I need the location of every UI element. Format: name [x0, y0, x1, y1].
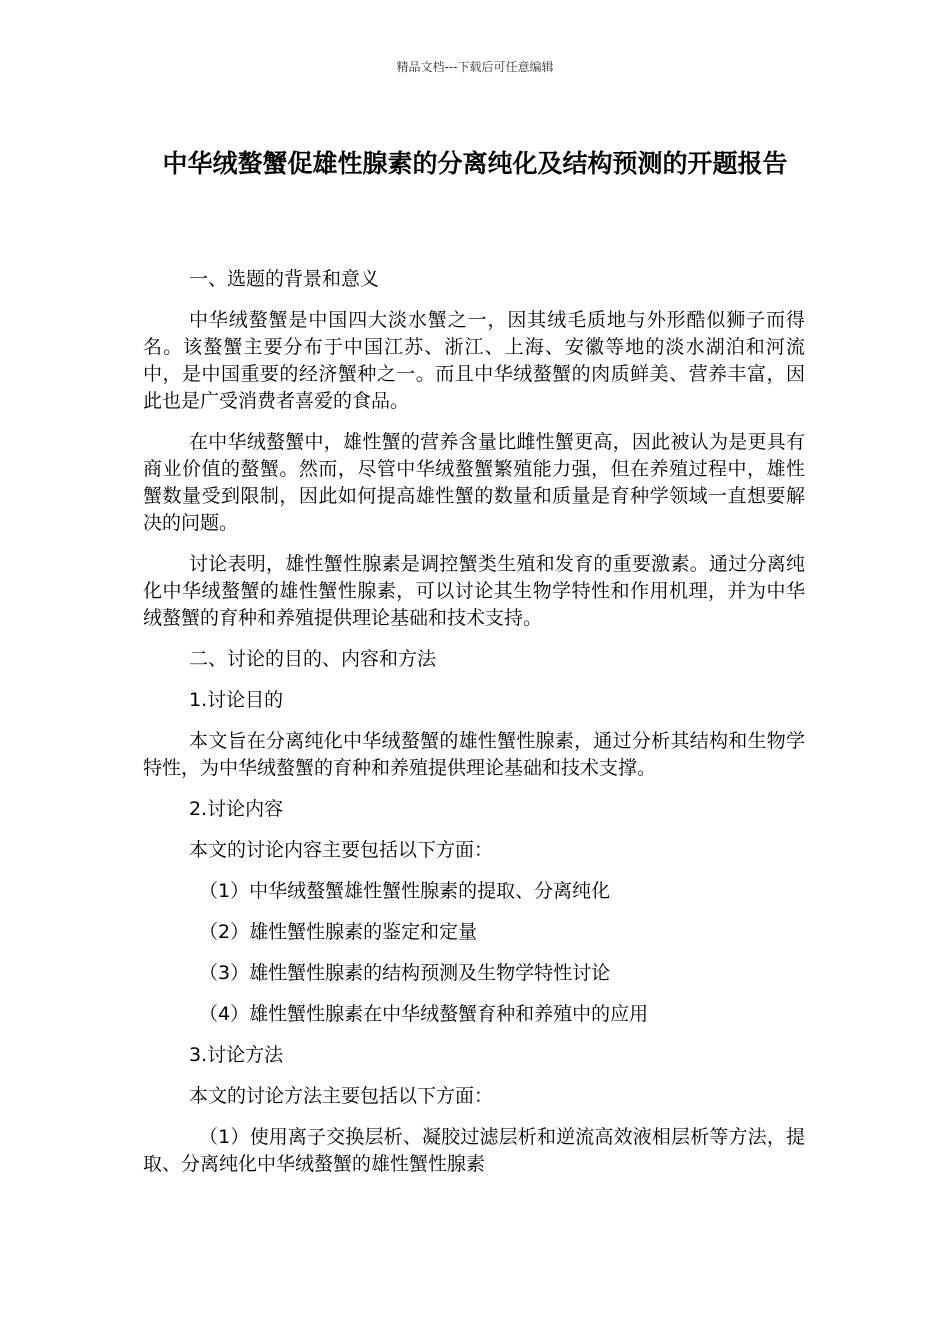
subheading-purpose: 1.讨论目的 [189, 689, 284, 711]
page-header-note: 精品文档---下载后可任意编辑 [396, 60, 554, 74]
paragraph-content-intro: 本文的讨论内容主要包括以下方面： [189, 839, 494, 861]
list-item-content-3: （3）雄性蟹性腺素的结构预测及生物学特性讨论 [199, 962, 611, 984]
list-item-content-2: （2）雄性蟹性腺素的鉴定和定量 [199, 921, 478, 943]
paragraph-intro: 中华绒螯蟹是中国四大淡水蟹之一，因其绒毛质地与外形酷似狮子而得名。该螯蟹主要分布于中国江苏、浙江、上海、安徽等地的淡水湖泊和河流中，是中国重要的经济蟹种之一。而且中华绒螯蟹的肉质鲜美、营养丰富，因此也是广受消费者喜爱的食品。 [143, 309, 805, 412]
paragraph-male-value: 在中华绒螯蟹中，雄性蟹的营养含量比雌性蟹更高，因此被认为是更具有商业价值的螯蟹。然而，尽管中华绒螯蟹繁殖能力强，但在养殖过程中，雄性蟹数量受到限制，因此如何提高雄性蟹的数量和质量是育种学领域一直想要解决的问题。 [143, 431, 805, 534]
section-heading-purpose: 二、讨论的目的、内容和方法 [189, 648, 437, 670]
document-body [143, 266, 805, 1192]
list-item-content-1: （1）中华绒螯蟹雄性蟹性腺素的提取、分离纯化 [199, 880, 611, 902]
list-item-method-1: （1）使用离子交换层析、凝胶过滤层析和逆流高效液相层析等方法，提取、分离纯化中华绒螯蟹的雄性蟹性腺素 [143, 1126, 805, 1175]
paragraph-hormone: 讨论表明，雄性蟹性腺素是调控蟹类生殖和发育的重要激素。通过分离纯化中华绒螯蟹的雄性蟹性腺素，可以讨论其生物学特性和作用机理，并为中华绒螯蟹的育种和养殖提供理论基础和技术支持。 [143, 553, 805, 629]
document-title: 中华绒螯蟹促雄性腺素的分离纯化及结构预测的开题报告 [162, 149, 788, 178]
paragraph-purpose: 本文旨在分离纯化中华绒螯蟹的雄性蟹性腺素，通过分析其结构和生物学特性，为中华绒螯蟹的育种和养殖提供理论基础和技术支撑。 [143, 730, 805, 779]
paragraph-methods-intro: 本文的讨论方法主要包括以下方面： [189, 1085, 494, 1107]
subheading-content: 2.讨论内容 [189, 798, 284, 820]
section-heading-background: 一、选题的背景和意义 [189, 268, 380, 290]
list-item-content-4: （4）雄性蟹性腺素在中华绒螯蟹育种和养殖中的应用 [199, 1003, 649, 1025]
subheading-methods: 3.讨论方法 [189, 1044, 284, 1066]
